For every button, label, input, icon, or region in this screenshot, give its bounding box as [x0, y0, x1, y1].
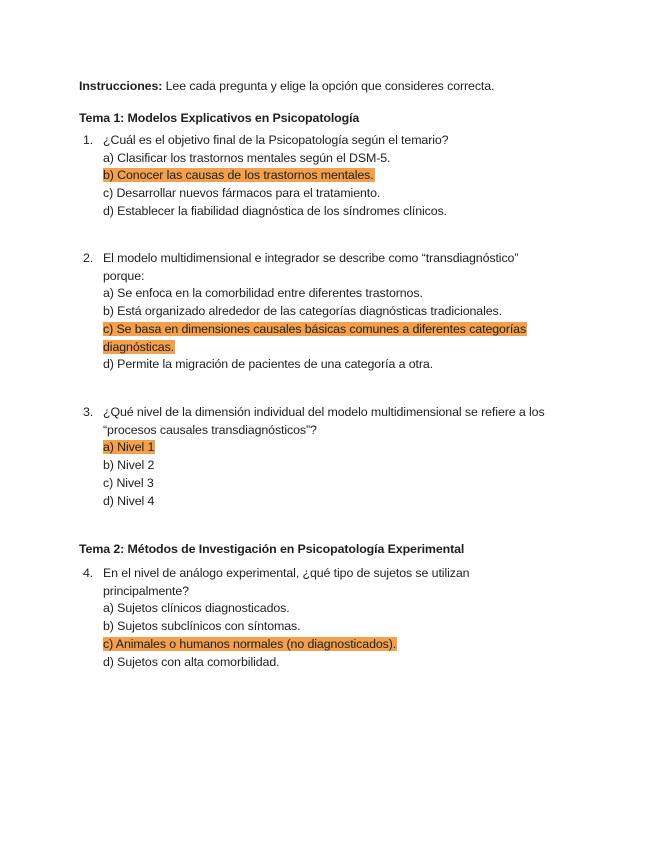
option-text-highlighted: c) Se basa en dimensiones causales básicas comunes a diferentes categorías diagnósticas.: [103, 321, 527, 354]
instructions-label: Instrucciones:: [79, 79, 163, 93]
question-text: ¿Qué nivel de la dimensión individual del modelo multidimensional se refiere a los “procesos causales transdiagnósticos”?: [103, 405, 545, 437]
question-3: [79, 404, 579, 510]
option-text: c) Desarrollar nuevos fármacos para el tratamiento.: [103, 186, 381, 201]
question-number: 3.: [83, 405, 94, 419]
option-d[interactable]: [103, 203, 579, 221]
option-text-highlighted: c) Animales o humanos normales (no diagnosticados).: [103, 636, 397, 651]
question-text: El modelo multidimensional e integrador se describe como “transdiagnóstico” porque:: [103, 251, 519, 283]
option-c-selected[interactable]: [103, 321, 559, 356]
option-a[interactable]: [103, 285, 559, 303]
question-text: ¿Cuál es el objetivo final de la Psicopatología según el temario?: [103, 133, 449, 147]
question-number: 1.: [83, 133, 94, 147]
question-1: [79, 132, 579, 221]
question-number: 4.: [83, 566, 94, 580]
option-a-selected[interactable]: [103, 439, 579, 457]
option-d[interactable]: [103, 356, 559, 374]
option-text: d) Nivel 4: [103, 493, 155, 508]
option-text: a) Sujetos clínicos diagnosticados.: [103, 601, 290, 616]
option-c-selected[interactable]: [103, 636, 519, 654]
option-d[interactable]: [103, 654, 519, 672]
section-title-1: Tema 1: Modelos Explicativos en Psicopatología: [79, 111, 360, 125]
instructions: [79, 77, 494, 95]
option-c[interactable]: [103, 475, 579, 493]
option-b[interactable]: [103, 303, 559, 321]
option-text: b) Está organizado alrededor de las categorías diagnósticas tradicionales.: [103, 304, 502, 319]
option-text-highlighted: a) Nivel 1: [103, 440, 155, 455]
option-b[interactable]: [103, 457, 579, 475]
option-text: c) Nivel 3: [103, 475, 154, 490]
option-d[interactable]: [103, 493, 579, 511]
option-b[interactable]: [103, 618, 519, 636]
question-2: [79, 250, 559, 374]
question-number: 2.: [83, 251, 94, 265]
option-text: a) Clasificar los trastornos mentales según el DSM-5.: [103, 150, 391, 165]
option-a[interactable]: [103, 600, 519, 618]
option-text: d) Establecer la fiabilidad diagnóstica de los síndromes clínicos.: [103, 203, 447, 218]
option-a[interactable]: [103, 150, 579, 168]
instructions-text: Lee cada pregunta y elige la opción que consideres correcta.: [162, 79, 495, 93]
option-c[interactable]: [103, 185, 579, 203]
question-4: [79, 565, 519, 671]
option-text: a) Se enfoca en la comorbilidad entre diferentes trastornos.: [103, 286, 423, 301]
option-text: b) Nivel 2: [103, 458, 155, 473]
option-text: d) Permite la migración de pacientes de una categoría a otra.: [103, 357, 434, 372]
option-text-highlighted: b) Conocer las causas de los trastornos mentales.: [103, 168, 374, 183]
section-title-2: Tema 2: Métodos de Investigación en Psicopatología Experimental: [79, 542, 465, 556]
option-b-selected[interactable]: [103, 167, 579, 185]
option-text: d) Sujetos con alta comorbilidad.: [103, 654, 280, 669]
option-text: b) Sujetos subclínicos con síntomas.: [103, 619, 301, 634]
question-text: En el nivel de análogo experimental, ¿qué tipo de sujetos se utilizan principalmente?: [103, 566, 470, 598]
